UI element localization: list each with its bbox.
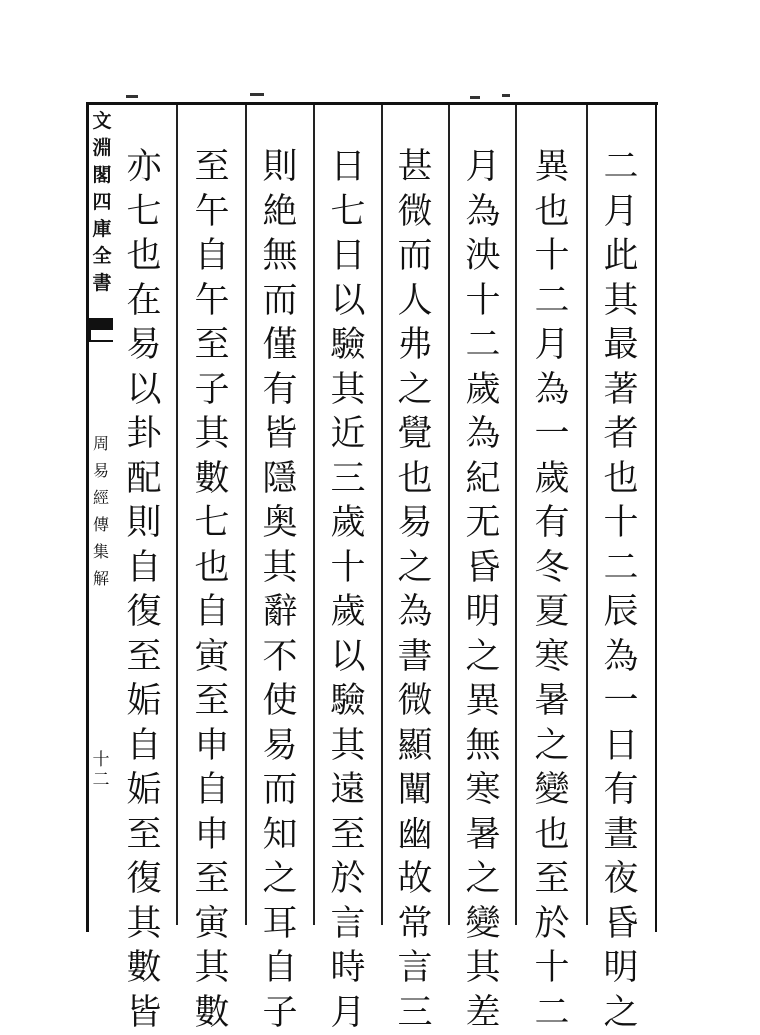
character: 辰 — [595, 590, 647, 635]
character: 其 — [186, 412, 238, 457]
character: 晝 — [595, 813, 647, 858]
character: 也 — [389, 457, 441, 502]
character: 異 — [526, 145, 578, 190]
character: 午 — [186, 190, 238, 235]
character: 書 — [92, 270, 111, 297]
character: 皆 — [118, 991, 170, 1035]
character: 之 — [457, 857, 509, 902]
character: 至 — [186, 323, 238, 368]
character: 至 — [118, 813, 170, 858]
character: 也 — [526, 813, 578, 858]
character: 隱 — [254, 457, 306, 502]
character: 暑 — [457, 813, 509, 858]
character: 為 — [526, 368, 578, 413]
character: 驗 — [322, 323, 374, 368]
character: 有 — [526, 501, 578, 546]
character: 姤 — [118, 679, 170, 724]
column-rule — [313, 105, 315, 925]
character: 四 — [92, 189, 111, 216]
character: 月 — [595, 190, 647, 235]
character: 自 — [254, 946, 306, 991]
character: 三 — [322, 457, 374, 502]
character: 則 — [118, 501, 170, 546]
character: 易 — [389, 501, 441, 546]
character: 十 — [457, 279, 509, 324]
character: 其 — [322, 724, 374, 769]
character: 閣 — [92, 162, 111, 189]
character: 異 — [457, 679, 509, 724]
top-border — [86, 102, 658, 105]
character: 无 — [457, 501, 509, 546]
character: 幽 — [389, 813, 441, 858]
text-column-1 — [595, 145, 647, 1035]
character: 日 — [322, 234, 374, 279]
character: 十 — [322, 546, 374, 591]
character: 覺 — [389, 412, 441, 457]
character: 皆 — [254, 412, 306, 457]
character: 庫 — [92, 216, 111, 243]
character: 其 — [457, 946, 509, 991]
character: 二 — [526, 279, 578, 324]
character: 泱 — [457, 234, 509, 279]
text-column-4 — [389, 145, 441, 1035]
character: 自 — [186, 768, 238, 813]
character: 辭 — [254, 590, 306, 635]
character: 至 — [186, 679, 238, 724]
character: 自 — [118, 546, 170, 591]
character: 無 — [457, 724, 509, 769]
character: 七 — [322, 190, 374, 235]
column-rule — [176, 105, 178, 925]
character: 書 — [389, 635, 441, 680]
character: 暑 — [526, 679, 578, 724]
fish-tail-mark — [89, 330, 113, 342]
character: 言 — [322, 902, 374, 947]
character: 無 — [254, 234, 306, 279]
character: 其 — [118, 902, 170, 947]
character: 故 — [389, 857, 441, 902]
character: 冬 — [526, 546, 578, 591]
character: 復 — [118, 590, 170, 635]
character: 文 — [92, 108, 111, 135]
character: 二 — [526, 991, 578, 1035]
character: 自 — [118, 724, 170, 769]
book-title — [89, 430, 113, 592]
character: 至 — [118, 635, 170, 680]
character: 淵 — [92, 135, 111, 162]
character: 十 — [526, 234, 578, 279]
character: 一 — [595, 679, 647, 724]
collection-title — [90, 108, 114, 297]
character: 差 — [457, 991, 509, 1035]
column-rule — [586, 105, 588, 925]
character: 申 — [186, 724, 238, 769]
character: 寒 — [526, 635, 578, 680]
character: 二 — [595, 145, 647, 190]
character: 其 — [595, 279, 647, 324]
character: 之 — [457, 635, 509, 680]
character: 自 — [186, 590, 238, 635]
character: 微 — [389, 679, 441, 724]
character: 之 — [389, 368, 441, 413]
character: 一 — [526, 412, 578, 457]
character: 甚 — [389, 145, 441, 190]
text-column-6 — [254, 145, 306, 1035]
character: 最 — [595, 323, 647, 368]
character: 以 — [118, 368, 170, 413]
character: 使 — [254, 679, 306, 724]
character: 十 — [595, 501, 647, 546]
text-column-8 — [118, 145, 170, 1035]
character: 顯 — [389, 724, 441, 769]
character: 集 — [93, 538, 109, 565]
character: 歲 — [322, 501, 374, 546]
character: 其 — [186, 946, 238, 991]
character: 也 — [526, 190, 578, 235]
character: 闡 — [389, 768, 441, 813]
column-rule — [245, 105, 247, 925]
character: 耳 — [254, 902, 306, 947]
character: 以 — [322, 635, 374, 680]
character: 夜 — [595, 857, 647, 902]
character: 寅 — [186, 902, 238, 947]
character: 微 — [389, 190, 441, 235]
character: 亦 — [118, 145, 170, 190]
character: 者 — [595, 412, 647, 457]
character: 明 — [595, 946, 647, 991]
character: 之 — [526, 724, 578, 769]
character: 七 — [118, 190, 170, 235]
character: 不 — [254, 635, 306, 680]
character: 復 — [118, 857, 170, 902]
text-column-5 — [322, 145, 374, 1035]
character: 言 — [389, 946, 441, 991]
character: 七 — [186, 501, 238, 546]
character: 昏 — [595, 902, 647, 947]
text-column-2 — [526, 145, 578, 1035]
character: 也 — [595, 457, 647, 502]
character: 歲 — [526, 457, 578, 502]
character: 二 — [93, 770, 110, 790]
character: 月 — [322, 991, 374, 1035]
character: 於 — [322, 857, 374, 902]
character: 時 — [322, 946, 374, 991]
character: 二 — [457, 323, 509, 368]
character: 至 — [322, 813, 374, 858]
character: 奥 — [254, 501, 306, 546]
character: 二 — [595, 546, 647, 591]
character: 而 — [254, 279, 306, 324]
print-speck — [126, 95, 138, 98]
character: 明 — [457, 590, 509, 635]
text-column-3 — [457, 145, 509, 1035]
character: 此 — [595, 234, 647, 279]
character: 之 — [595, 991, 647, 1035]
character: 其 — [254, 546, 306, 591]
character: 午 — [186, 279, 238, 324]
character: 子 — [254, 991, 306, 1035]
character: 變 — [457, 902, 509, 947]
character: 至 — [186, 857, 238, 902]
column-rule — [381, 105, 383, 925]
character: 為 — [457, 412, 509, 457]
character: 夏 — [526, 590, 578, 635]
character: 則 — [254, 145, 306, 190]
character: 周 — [93, 430, 109, 457]
fish-tail-mark — [89, 318, 113, 330]
character: 十 — [526, 946, 578, 991]
character: 卦 — [118, 412, 170, 457]
character: 寒 — [457, 768, 509, 813]
character: 有 — [595, 768, 647, 813]
character: 日 — [322, 145, 374, 190]
character: 傳 — [93, 511, 109, 538]
character: 易 — [118, 323, 170, 368]
character: 而 — [389, 234, 441, 279]
character: 數 — [186, 991, 238, 1035]
character: 易 — [254, 724, 306, 769]
character: 歲 — [457, 368, 509, 413]
character: 著 — [595, 368, 647, 413]
character: 在 — [118, 279, 170, 324]
character: 寅 — [186, 635, 238, 680]
character: 子 — [186, 368, 238, 413]
character: 弗 — [389, 323, 441, 368]
character: 數 — [118, 946, 170, 991]
page-number — [89, 750, 113, 790]
column-rule — [448, 105, 450, 925]
character: 昏 — [457, 546, 509, 591]
character: 姤 — [118, 768, 170, 813]
character: 三 — [389, 991, 441, 1035]
character: 易 — [93, 457, 109, 484]
character: 紀 — [457, 457, 509, 502]
character: 變 — [526, 768, 578, 813]
character: 僅 — [254, 323, 306, 368]
character: 至 — [526, 857, 578, 902]
character: 也 — [186, 546, 238, 591]
character: 之 — [389, 546, 441, 591]
print-speck — [470, 96, 480, 99]
character: 十 — [93, 750, 110, 770]
character: 日 — [595, 724, 647, 769]
character: 也 — [118, 234, 170, 279]
character: 申 — [186, 813, 238, 858]
character: 月 — [526, 323, 578, 368]
character: 遠 — [322, 768, 374, 813]
right-border — [655, 102, 657, 932]
character: 自 — [186, 234, 238, 279]
character: 其 — [322, 368, 374, 413]
column-rule — [515, 105, 517, 925]
text-column-7 — [186, 145, 238, 1035]
character: 於 — [526, 902, 578, 947]
character: 數 — [186, 457, 238, 502]
character: 知 — [254, 813, 306, 858]
character: 驗 — [322, 679, 374, 724]
character: 歲 — [322, 590, 374, 635]
character: 常 — [389, 902, 441, 947]
character: 有 — [254, 368, 306, 413]
character: 月 — [457, 145, 509, 190]
character: 至 — [186, 145, 238, 190]
character: 絶 — [254, 190, 306, 235]
character: 配 — [118, 457, 170, 502]
character: 全 — [92, 243, 111, 270]
character: 之 — [254, 857, 306, 902]
character: 以 — [322, 279, 374, 324]
character: 為 — [595, 635, 647, 680]
character: 近 — [322, 412, 374, 457]
character: 人 — [389, 279, 441, 324]
character: 為 — [457, 190, 509, 235]
character: 解 — [93, 565, 109, 592]
print-speck — [502, 94, 510, 97]
character: 而 — [254, 768, 306, 813]
character: 為 — [389, 590, 441, 635]
print-speck — [250, 93, 264, 96]
character: 經 — [93, 484, 109, 511]
